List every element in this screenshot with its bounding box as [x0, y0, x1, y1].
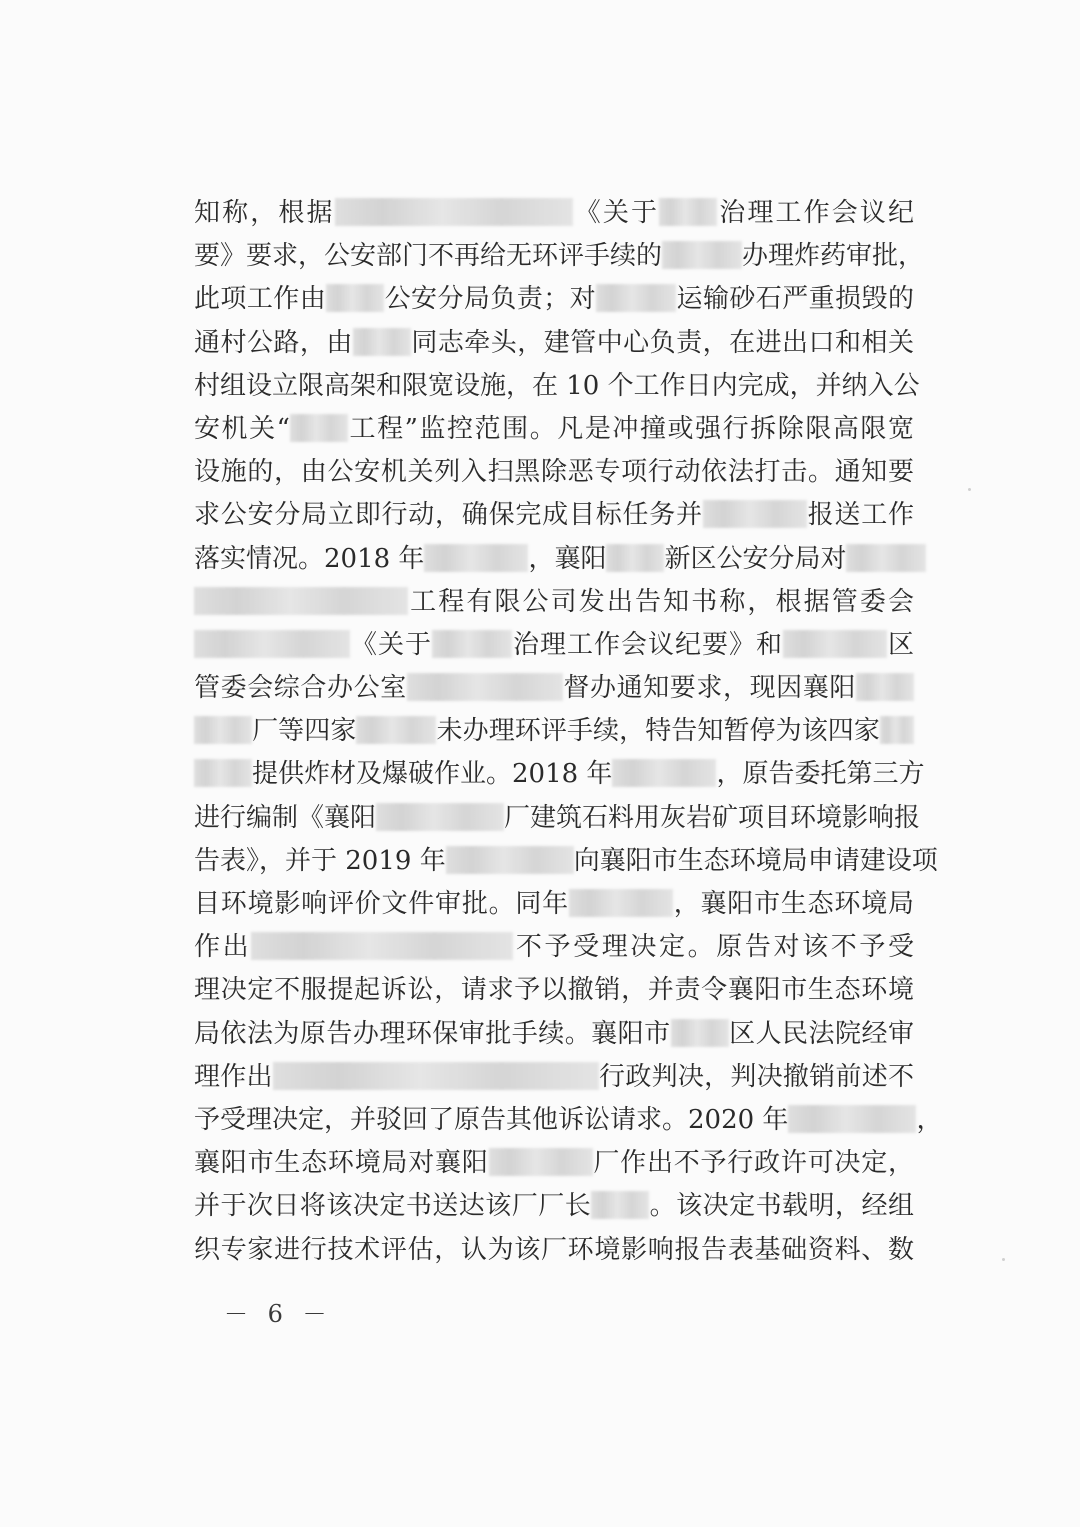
redaction [356, 716, 436, 744]
redaction [606, 544, 664, 572]
text-line-11: 《关于 治理工作会议纪要》和 区 [194, 624, 914, 667]
text-line-6: 安机关“ 工程”监控范围。凡是冲撞或强行拆除限高限宽 [194, 413, 914, 444]
text-line-7: 设施的，由公安机关列入扫黑除恶专项行动依法打击。通知要 [194, 457, 914, 488]
redaction [424, 544, 528, 572]
redaction [662, 241, 742, 269]
text-line-19: 理决定不服提起诉讼，请求予以撤销，并责令襄阳市生态环境 [194, 975, 914, 1006]
text-line-20: 局依法为原告办理环保审批手续。襄阳市 区人民法院经审 [194, 1018, 914, 1049]
scan-speck [1002, 1258, 1005, 1261]
redaction [846, 544, 926, 572]
redaction [856, 673, 914, 701]
text-line-3: 此项工作由 公安分局负责；对 运输砂石严重损毁的 [194, 284, 914, 315]
redaction [671, 1019, 729, 1047]
redaction [194, 716, 252, 744]
redaction [703, 500, 807, 528]
redaction [326, 284, 384, 312]
redaction [335, 198, 573, 226]
text-line-2: 要》要求，公安部门不再给无环评手续的 办理炸药审批， [194, 241, 925, 272]
redaction [353, 328, 411, 356]
text-line-21: 理作出 行政判决，判决撤销前述不 [194, 1061, 914, 1092]
text-line-1: 知称，根据 《关于 治理工作会议纪 [194, 198, 914, 228]
redaction [407, 673, 563, 701]
redaction [591, 1191, 649, 1219]
redaction [783, 630, 887, 658]
text-line-17: 目环境影响评价文件审批。同年 ，襄阳市生态环境局 [194, 889, 914, 919]
redaction [880, 716, 914, 744]
text-line-12: 管委会综合办公室 督办通知要求，现因襄阳 [194, 667, 914, 710]
redaction [489, 1148, 593, 1176]
body-text [194, 192, 943, 1272]
text-line-18: 作出 不予受理决定。原告对该不予受 [194, 932, 914, 963]
redaction [273, 1062, 599, 1090]
redaction [569, 889, 673, 917]
text-line-24: 并于次日将该决定书送达该厂厂长 。该决定书载明，经组 [194, 1191, 914, 1222]
text-line-8: 求公安分局立即行动，确保完成目标任务并 报送工作 [194, 500, 914, 531]
text-line-5: 村组设立限高架和限宽设施，在 10 个工作日内完成，并纳入公 [194, 370, 920, 401]
redaction [432, 630, 512, 658]
text-line-14: 提供炸材及爆破作业。2018 年 ，原告委托第三方 [194, 753, 914, 796]
text-line-23: 襄阳市生态环境局对襄阳 厂作出不予行政许可决定， [194, 1148, 914, 1179]
text-line-16: 告表》，并于 2019 年 向襄阳市生态环境局申请建设项 [194, 845, 938, 876]
scan-speck [968, 488, 971, 491]
text-line-4: 通村公路，由 同志牵头，建管中心负责，在进出口和相关 [194, 327, 914, 358]
redaction [194, 759, 252, 787]
redaction [290, 414, 348, 442]
redaction [376, 803, 504, 831]
redaction [788, 1105, 916, 1133]
redaction [659, 198, 717, 226]
redaction [194, 587, 408, 615]
text-line-25: 织专家进行技术评估，认为该厂环境影响报告表基础资料、数 [194, 1234, 914, 1265]
page-number: － 6 － [224, 1300, 333, 1328]
text-line-13: 厂等四家 未办理环评手续，特告知暂停为该四家 [194, 710, 914, 753]
text-line-22: 予受理决定，并驳回了原告其他诉讼请求。2020 年 ， [194, 1104, 943, 1135]
redaction [194, 630, 350, 658]
redaction [251, 932, 513, 960]
redaction [446, 846, 574, 874]
text-line-15: 进行编制《襄阳 厂建筑石料用灰岩矿项目环境影响报 [194, 802, 921, 833]
text-line-9: 落实情况。2018 年 ，襄阳 新区公安分局对 [194, 538, 914, 581]
text-line-10: 工程有限公司发出告知书称，根据管委会 [194, 581, 914, 624]
redaction [596, 284, 676, 312]
redaction [612, 759, 716, 787]
